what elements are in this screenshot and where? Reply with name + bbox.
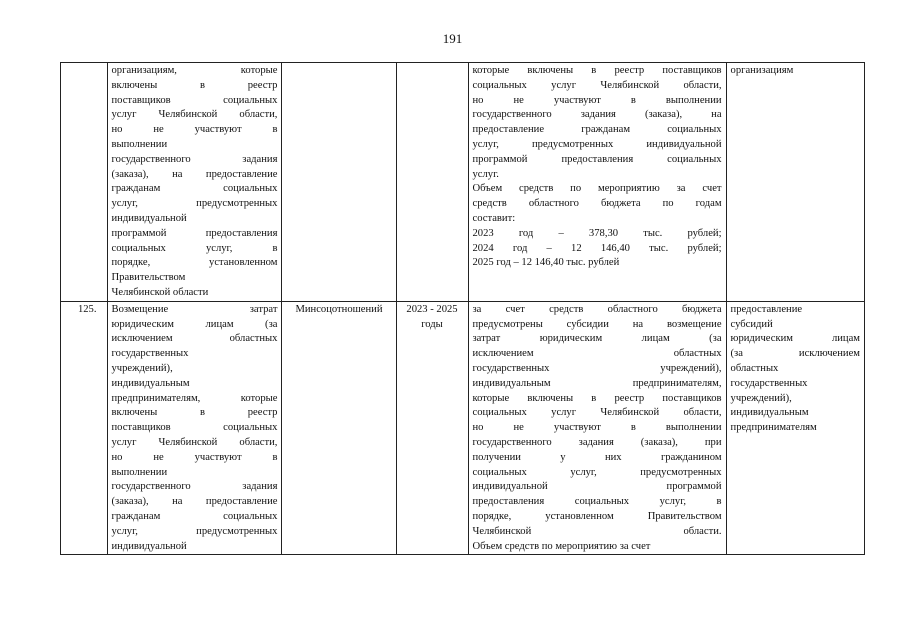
text-line: индивидуальной программой xyxy=(472,481,722,493)
text-line: порядке, установленном Правительством xyxy=(472,510,722,522)
text-line: (заказа), на предоставление xyxy=(111,496,278,508)
row-number-cell xyxy=(61,63,108,302)
text-line: государственного задания xyxy=(111,481,278,493)
text-line: средств областного бюджета по годам xyxy=(472,198,722,210)
text-line: социальных услуг Челябинской области, xyxy=(472,79,722,91)
text-line: услуг, предусмотренных xyxy=(111,198,278,210)
text-line: организациям xyxy=(730,65,794,76)
text-line: 2025 год – 12 146,40 тыс. рублей xyxy=(472,257,620,269)
text-line: государственных учреждений), xyxy=(472,362,722,374)
text-line: (заказа), на предоставление xyxy=(111,168,278,180)
text-line: за счет средств областного бюджета xyxy=(472,303,722,315)
text-line: Правительством xyxy=(111,272,186,284)
text-line: Объем средств по мероприятию за счет xyxy=(472,540,651,552)
executor-cell xyxy=(282,63,396,302)
text-line: учреждений), xyxy=(111,362,173,374)
measure-name-cell xyxy=(107,63,282,302)
text-line: государственных xyxy=(111,348,189,360)
text-line: предпринимателям xyxy=(730,422,817,434)
text-line: предоставление гражданам социальных xyxy=(472,124,722,136)
text-line: составит: xyxy=(472,212,516,224)
text-line: программой предоставления xyxy=(111,227,278,239)
text-line: субсидий xyxy=(730,318,773,330)
text-line: организациям, которые xyxy=(111,65,278,76)
description-cell xyxy=(468,301,726,555)
text-line: выполнении xyxy=(111,466,168,478)
text-line: индивидуальной xyxy=(111,540,187,552)
text-line: услуг Челябинской области, xyxy=(111,109,278,121)
text-line: порядке, установленном xyxy=(111,257,278,269)
text-line: исключением областных xyxy=(111,333,278,345)
text-line: поставщиков социальных xyxy=(111,422,278,434)
text-line: услуг, предусмотренных индивидуальной xyxy=(472,138,722,150)
row-number: 125. xyxy=(77,303,97,315)
measure-name-cell xyxy=(107,301,282,555)
text-line: исключением областных xyxy=(472,348,722,360)
result-cell xyxy=(726,301,864,555)
term: 2023 - 2025 годы xyxy=(406,303,458,330)
term-cell xyxy=(396,301,468,555)
text-line: государственного задания (заказа), при xyxy=(472,436,722,448)
executor-cell xyxy=(282,301,396,555)
measures-table xyxy=(60,62,865,555)
text-line: социальных услуг, в xyxy=(111,242,278,254)
text-line: включены в реестр xyxy=(111,407,278,419)
text-line: индивидуальным xyxy=(111,377,190,389)
result-cell xyxy=(726,63,864,302)
table-row xyxy=(61,63,865,302)
text-line: государственных xyxy=(730,377,808,389)
text-line: социальных услуг, предусмотренных xyxy=(472,466,722,478)
text-line: но не участвуют в xyxy=(111,124,278,136)
text-line: Челябинской области. xyxy=(472,525,722,537)
text-line: индивидуальным xyxy=(730,407,809,419)
text-line: социальных услуг Челябинской области, xyxy=(472,407,722,419)
text-line: услуг. xyxy=(472,168,499,180)
text-line: Возмещение затрат xyxy=(111,303,278,315)
text-line: Объем средств по мероприятию за счет xyxy=(472,183,722,195)
text-line: получении у них гражданином xyxy=(472,451,722,463)
text-line: гражданам социальных xyxy=(111,510,278,522)
text-line: поставщиков социальных xyxy=(111,94,278,106)
text-line: государственного задания (заказа), на xyxy=(472,109,722,121)
text-line: юридическим лицам xyxy=(730,333,860,345)
text-line: предоставления социальных услуг, в xyxy=(472,496,722,508)
text-line: государственного задания xyxy=(111,153,278,165)
text-line: индивидуальным предпринимателям, xyxy=(472,377,722,389)
text-line: предоставление xyxy=(730,303,803,315)
text-line: услуг, предусмотренных xyxy=(111,525,278,537)
text-line: затрат юридическим лицам (за xyxy=(472,333,722,345)
text-line: но не участвуют в выполнении xyxy=(472,94,722,106)
text-line: юридическим лицам (за xyxy=(111,318,278,330)
executor: Минсоцотношений xyxy=(295,303,383,315)
description-cell xyxy=(468,63,726,302)
text-line: учреждений), xyxy=(730,392,792,404)
text-line: областных xyxy=(730,362,779,374)
text-line: программой предоставления социальных xyxy=(472,153,722,165)
text-line: предпринимателям, которые xyxy=(111,392,278,404)
text-line: которые включены в реестр поставщиков xyxy=(472,65,722,76)
text-line: включены в реестр xyxy=(111,79,278,91)
text-line: 2023 год – 378,30 тыс. рублей; xyxy=(472,227,722,239)
text-line: но не участвуют в выполнении xyxy=(472,422,722,434)
text-line: которые включены в реестр поставщиков xyxy=(472,392,722,404)
text-line: (за исключением xyxy=(730,348,860,360)
row-number-cell xyxy=(61,301,108,555)
text-line: предусмотрены субсидии на возмещение xyxy=(472,318,722,330)
text-line: гражданам социальных xyxy=(111,183,278,195)
text-line: Челябинской области xyxy=(111,286,209,298)
text-line: услуг Челябинской области, xyxy=(111,436,278,448)
text-line: 2024 год – 12 146,40 тыс. рублей; xyxy=(472,242,722,254)
page-number: 191 xyxy=(442,31,463,46)
text-line: выполнении xyxy=(111,138,168,150)
text-line: но не участвуют в xyxy=(111,451,278,463)
table-row xyxy=(61,301,865,555)
term-cell xyxy=(396,63,468,302)
text-line: индивидуальной xyxy=(111,212,187,224)
